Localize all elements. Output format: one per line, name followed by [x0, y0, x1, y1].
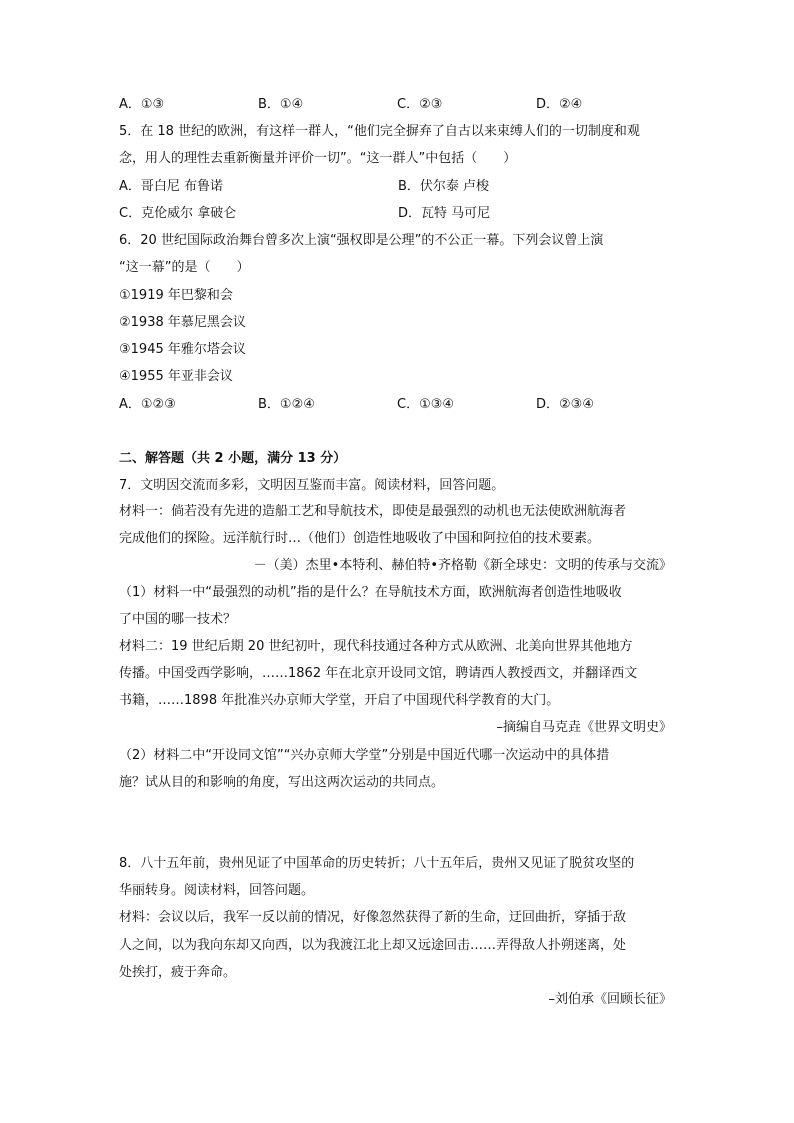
q8-material-line1: 材料：会议以后，我军一反以前的情况，好像忽然获得了新的生命，迂回曲折，穿插于敌 — [119, 910, 627, 925]
q5-options-row2 — [119, 205, 677, 223]
q5-stem-line2: 念，用人的理性去重新衡量并评价一切”。“这一群人”中包括（ ） — [119, 151, 517, 166]
q4-option-c[interactable]: C．②③ — [397, 97, 443, 112]
q5-option-a[interactable]: A．哥白尼 布鲁诺 — [119, 179, 224, 194]
q7-material1-line2: 完成他们的探险。远洋航行时…（他们）创造性地吸收了中国和阿拉伯的技术要素。 — [119, 531, 601, 546]
q6-option-b[interactable]: B．①②④ — [258, 397, 315, 412]
q7-material2-line1: 材料二：19 世纪后期 20 世纪初叶，现代科技通过各种方式从欧洲、北美向世界其他地方 — [119, 639, 633, 654]
q8-material-line3: 处挨打，疲于奔命。 — [119, 965, 237, 980]
q8-stem-line1: 8．八十五年前，贵州见证了中国革命的历史转折；八十五年后，贵州又见证了脱贫攻坚的 — [119, 856, 635, 871]
q5-option-c[interactable]: C．克伦威尔 拿破仑 — [119, 206, 237, 221]
q5-option-d[interactable]: D．瓦特 马可尼 — [398, 206, 491, 221]
q6-item-4: ④1955 年亚非会议 — [119, 369, 233, 384]
q6-stem-line2: “这一幕”的是（ ） — [119, 260, 250, 275]
q4-option-b[interactable]: B．①④ — [258, 97, 304, 112]
q4-options — [119, 96, 675, 114]
q6-item-2: ②1938 年慕尼黑会议 — [119, 315, 246, 330]
q7-sub2-line2: 施？试从目的和影响的角度，写出这两次运动的共同点。 — [119, 775, 445, 790]
q7-material2-source: –摘编自马克垚《世界文明史》 — [496, 720, 672, 735]
q6-option-a[interactable]: A．①②③ — [119, 397, 176, 412]
q7-material1-source: －（美）杰里•本特利、赫伯特•齐格勒《新全球史：文明的传承与交流》 — [253, 558, 672, 573]
q7-material2-line3: 书籍，……1898 年批准兴办京师大学堂，开启了中国现代科学教育的大门。 — [119, 693, 560, 708]
q7-material2-line2: 传播。中国受西学影响，……1862 年在北京开设同文馆，聘请西人教授西文，并翻译西文 — [119, 666, 638, 681]
q5-stem-line1: 5．在 18 世纪的欧洲，有这样一群人，“他们完全摒弃了自古以来束缚人们的一切制度和观 — [119, 124, 640, 139]
q8-material-source: –刘伯承《回顾长征》 — [548, 992, 672, 1007]
q4-option-d[interactable]: D．②④ — [536, 97, 583, 112]
section2-heading: 二、解答题（共 2 小题，满分 13 分） — [119, 451, 347, 466]
q5-option-b[interactable]: B．伏尔泰 卢梭 — [398, 179, 490, 194]
q7-sub1-line2: 了中国的哪一技术？ — [119, 612, 237, 627]
q8-stem-line2: 华丽转身。阅读材料，回答问题。 — [119, 883, 315, 898]
q6-options — [119, 396, 675, 414]
q5-options-row1 — [119, 178, 677, 196]
q6-stem-line1: 6．20 世纪国际政治舞台曾多次上演“强权即是公理”的不公正一幕。下列会议曾上演 — [119, 233, 604, 248]
q6-item-1: ①1919 年巴黎和会 — [119, 288, 233, 303]
q7-material1-line1: 材料一：倘若没有先进的造船工艺和导航技术，即使是最强烈的动机也无法使欧洲航海者 — [119, 504, 627, 519]
q6-item-3: ③1945 年雅尔塔会议 — [119, 342, 246, 357]
q6-option-c[interactable]: C．①③④ — [397, 397, 455, 412]
q8-material-line2: 人之间，以为我向东却又向西，以为我渡江北上却又远途回击……弄得敌人扑朔迷离，处 — [119, 938, 627, 953]
q7-sub1-line1: （1）材料一中“最强烈的动机”指的是什么？在导航技术方面，欧洲航海者创造性地吸收 — [119, 585, 622, 600]
q7-sub2-line1: （2）材料二中“开设同文馆”“兴办京师大学堂”分别是中国近代哪一次运动中的具体措 — [119, 748, 610, 763]
q4-option-a[interactable]: A．①③ — [119, 97, 165, 112]
q6-option-d[interactable]: D．②③④ — [536, 397, 594, 412]
q7-stem: 7．文明因交流而多彩，文明因互鉴而丰富。阅读材料，回答问题。 — [119, 478, 505, 493]
